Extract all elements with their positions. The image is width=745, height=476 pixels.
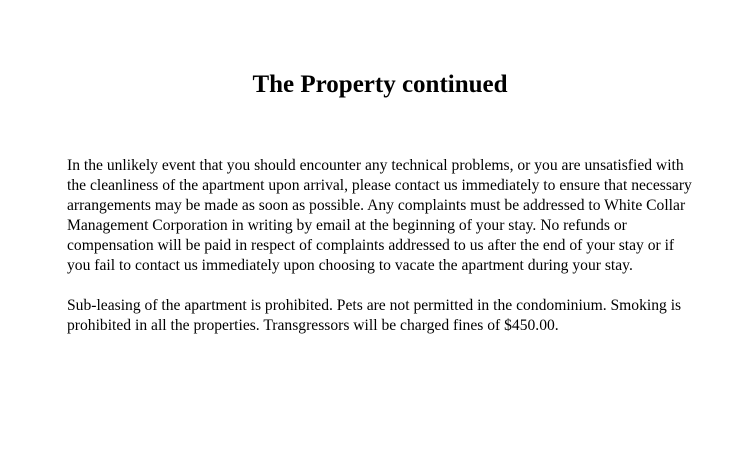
page-title: The Property continued xyxy=(252,71,508,98)
document-body xyxy=(67,156,697,336)
paragraph-complaints: In the unlikely event that you should encounter any technical problems, or you are unsatisfied with the cleanliness of the apartment upon arrival, please contact us immediately to ensure that necessary arrangements may be made as soon as possible. Any complaints must be addressed to White Collar Management Corporation in writing by email at the beginning of your stay. No refunds or compensation will be paid in respect of complaints addressed to us after the end of your stay or if you fail to contact us immediately upon choosing to vacate the apartment during your stay. xyxy=(67,157,692,274)
paragraph-rules: Sub-leasing of the apartment is prohibited. Pets are not permitted in the condominium. Smoking is prohibited in all the properties. Transgressors will be charged fines of $450.00. xyxy=(67,297,682,334)
